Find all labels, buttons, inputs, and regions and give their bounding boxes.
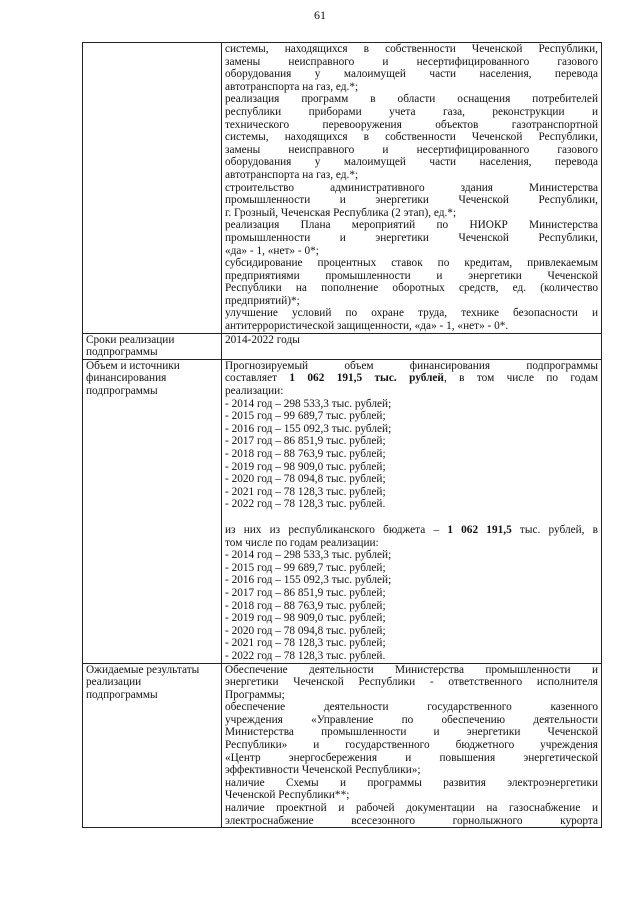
text-line: Чеченской Республики**; xyxy=(225,789,350,802)
text-line: г. Грозный, Чеченская Республика (2 этап), ед.*; xyxy=(225,206,457,219)
budget-intro-line xyxy=(225,524,598,537)
funding-intro-pre: составляет xyxy=(225,372,290,385)
budget-year-item: - 2018 год – 88 763,9 тыс. рублей; xyxy=(225,599,386,612)
table-row-terms xyxy=(83,333,602,359)
text-line: системы, находящихся в собственности Чеченской Республики, xyxy=(225,131,598,144)
text-line: эффективности Чеченской Республики»; xyxy=(225,764,421,777)
text-line: замены неисправного и несертифицированного газового xyxy=(225,143,598,156)
table-row-continuation xyxy=(83,43,602,334)
budget-year-item: - 2015 год – 99 689,7 тыс. рублей; xyxy=(225,561,386,574)
page-number: 61 xyxy=(314,8,326,22)
text-line: промышленности и энергетики Чеченской Республики, xyxy=(225,231,598,244)
budget-year-item: - 2019 год – 98 909,0 тыс. рублей; xyxy=(225,612,386,625)
text-line: Министерства промышленности и энергетики Чеченской xyxy=(225,726,598,739)
text-line: учреждения «Управление по обеспечению деятельности xyxy=(225,713,598,726)
results-label-line: подпрограммы xyxy=(86,688,158,701)
results-label-line: Ожидаемые результаты xyxy=(86,663,200,676)
results-label-line: реализации xyxy=(86,676,142,689)
text-line: улучшение условий по охране труда, технике безопасности и xyxy=(225,307,598,320)
funding-year-item: - 2015 год – 99 689,7 тыс. рублей; xyxy=(225,410,386,423)
terms-value-cell xyxy=(222,333,602,359)
budget-years-list xyxy=(225,549,598,662)
terms-label-line: подпрограммы xyxy=(86,346,158,359)
results-label-cell xyxy=(83,663,222,828)
text-line: Республики» и государственного бюджетного учреждения xyxy=(225,739,598,752)
funding-year-item: - 2017 год – 86 851,9 тыс. рублей; xyxy=(225,435,386,448)
text-line: «да» - 1, «нет» - 0*; xyxy=(225,244,319,257)
text-line: реализация Плана мероприятий по НИОКР Министерства xyxy=(225,219,598,232)
text-line: Программы; xyxy=(225,688,285,701)
results-lines xyxy=(225,664,598,828)
funding-label-cell xyxy=(83,359,222,663)
continuation-cell xyxy=(222,43,602,334)
funding-year-item: - 2014 год – 298 533,3 тыс. рублей; xyxy=(225,397,392,410)
budget-year-item: - 2016 год – 155 092,3 тыс. рублей; xyxy=(225,574,392,587)
funding-year-item: - 2019 год – 98 909,0 тыс. рублей; xyxy=(225,460,386,473)
text-line: системы, находящихся в собственности Чеченской Республики, xyxy=(225,43,598,55)
funding-total: 1 062 191,5 тыс. рублей xyxy=(289,372,444,385)
funding-year-item: - 2022 год – 78 128,3 тыс. рублей. xyxy=(225,498,386,511)
funding-intro-line xyxy=(225,372,598,385)
text-line: энергетики Чеченской Республики - ответственного исполнителя xyxy=(225,676,598,689)
funding-year-item: - 2018 год – 88 763,9 тыс. рублей; xyxy=(225,448,386,460)
funding-year-item: - 2020 год – 78 094,8 тыс. рублей; xyxy=(225,473,386,486)
text-line: замены неисправного и несертифицированного газового xyxy=(225,55,598,68)
text-line: автотранспорта на газ, ед.*; xyxy=(225,168,359,181)
budget-intro-pre: из них из республиканского бюджета – xyxy=(225,523,448,536)
funding-intro-line: реализации: xyxy=(225,385,284,398)
text-line: «Центр энергосбережения и повышения энергетической xyxy=(225,751,598,764)
budget-year-item: - 2020 год – 78 094,8 тыс. рублей; xyxy=(225,624,386,637)
text-line: промышленности и энергетики Чеченской Республики, xyxy=(225,194,598,207)
text-line: антитеррористической защищенности, «да» - 1, «нет» - 0*. xyxy=(225,320,509,333)
text-line: автотранспорта на газ, ед.*; xyxy=(225,80,359,93)
funding-intro-line: Прогнозируемый объем финансирования подпрограммы xyxy=(225,359,598,372)
funding-year-item: - 2016 год – 155 092,3 тыс. рублей; xyxy=(225,422,392,435)
text-line: предприятиями промышленности и энергетики Чеченской xyxy=(225,269,598,282)
budget-intro-post: тыс. рублей, в xyxy=(511,523,598,536)
text-line: наличие проектной и рабочей документации на газоснабжение и xyxy=(225,802,598,815)
label-cell-empty xyxy=(83,43,222,334)
text-line: реализация программ в области оснащения потребителей xyxy=(225,93,598,106)
funding-label-line: подпрограммы xyxy=(86,385,158,398)
budget-year-item: - 2022 год – 78 128,3 тыс. рублей. xyxy=(225,649,386,662)
text-line: технического перевооружения объектов газотранспортной xyxy=(225,118,598,131)
funding-value-cell xyxy=(222,359,602,663)
text-line: наличие Схемы и программы развития электроэнергетики xyxy=(225,776,598,789)
table-row-results xyxy=(83,663,602,828)
funding-years-list xyxy=(225,398,598,511)
text-line: субсидирование процентных ставок по кредитам, привлекаемым xyxy=(225,257,598,270)
table-row-funding xyxy=(83,359,602,663)
terms-value: 2014-2022 годы xyxy=(225,333,300,346)
continuation-lines xyxy=(225,43,598,333)
terms-label-cell xyxy=(83,333,222,359)
text-line: предприятий)*; xyxy=(225,294,300,307)
text-line: строительство административного здания Министерства xyxy=(225,181,598,194)
spacer xyxy=(225,511,598,524)
budget-year-item: - 2014 год – 298 533,3 тыс. рублей; xyxy=(225,549,392,562)
terms-label-line: Сроки реализации xyxy=(86,333,175,346)
budget-year-item: - 2021 год – 78 128,3 тыс. рублей; xyxy=(225,637,386,650)
text-line: республики приборами учета газа, реконструкции и xyxy=(225,105,598,118)
text-line: оборудования у малоимущей части населения, перевода xyxy=(225,68,598,81)
funding-intro-post: , в том числе по годам xyxy=(443,372,598,385)
text-line: Республики на пополнение оборотных средств, ед. (количество xyxy=(225,282,598,295)
budget-intro-line: том числе по годам реализации: xyxy=(225,536,379,549)
funding-label-line: финансирования xyxy=(86,372,167,385)
funding-label-line: Объем и источники xyxy=(86,359,180,372)
text-line: обеспечение деятельности государственного казенного xyxy=(225,701,598,714)
budget-total: 1 062 191,5 xyxy=(447,523,512,536)
funding-year-item: - 2021 год – 78 128,3 тыс. рублей; xyxy=(225,485,386,498)
text-line: электроснабжение всесезонного горнолыжного курорта xyxy=(225,814,598,827)
text-line: Обеспечение деятельности Министерства промышленности и xyxy=(225,663,598,676)
results-value-cell xyxy=(222,663,602,828)
text-line: оборудования у малоимущей части населения, перевода xyxy=(225,156,598,169)
budget-year-item: - 2017 год – 86 851,9 тыс. рублей; xyxy=(225,586,386,599)
subprogram-passport-table xyxy=(82,42,602,828)
